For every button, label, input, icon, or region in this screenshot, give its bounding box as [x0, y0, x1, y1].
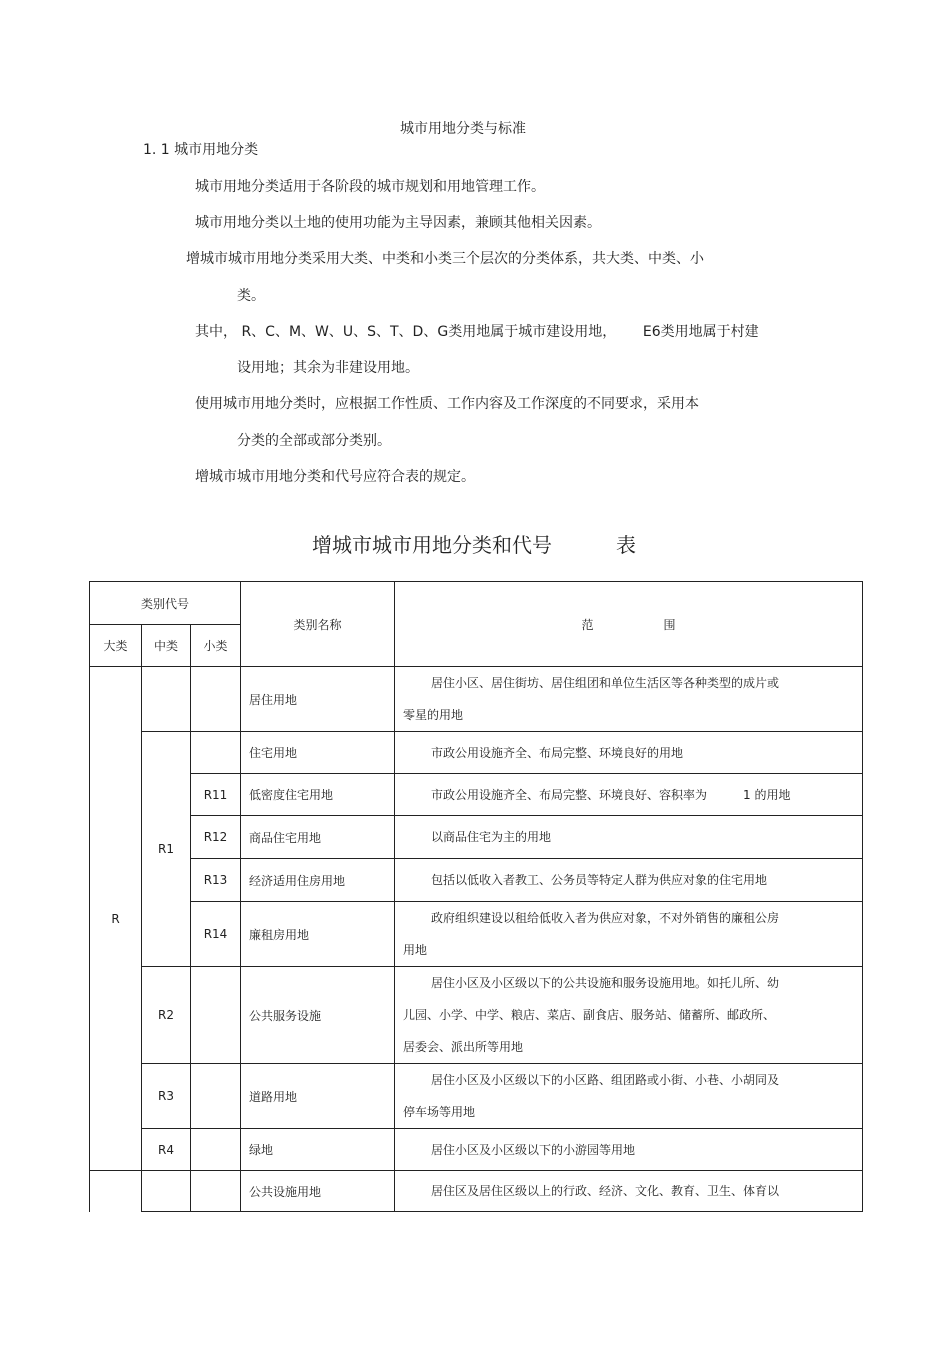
table-row — [90, 667, 863, 732]
scope-line: 以商品住宅为主的用地 — [431, 830, 552, 844]
name-cell: 低密度住宅用地 — [241, 774, 395, 816]
minor-cell — [191, 667, 241, 732]
paragraph-scope: 城市用地分类适用于各阶段的城市规划和用地管理工作。 — [195, 179, 545, 195]
scope-cell — [395, 667, 863, 732]
table-row — [90, 774, 863, 816]
medium-cell-r1: R1 — [142, 732, 191, 967]
scope-cell — [395, 1171, 863, 1212]
scope-line: 市政公用设施齐全、布局完整、环境良好、容积率为 — [431, 787, 708, 802]
scope-cell — [395, 732, 863, 774]
paragraph-system-line2: 类。 — [237, 288, 265, 304]
table-header-row — [90, 582, 863, 625]
minor-cell: R11 — [191, 774, 241, 816]
header-scope-b: 围 — [663, 617, 676, 632]
scope-line: 居住区及居住区级以上的行政、经济、文化、教育、卫生、体育以 — [431, 1184, 780, 1198]
paragraph-usage-line2: 分类的全部或部分类别。 — [237, 433, 391, 449]
scope-line: 居住小区、居住街坊、居住组团和单位生活区等各种类型的成片或 — [431, 676, 780, 690]
major-cell-r: R — [90, 667, 142, 1171]
minor-cell — [191, 1171, 241, 1212]
header-minor: 小类 — [191, 625, 241, 667]
name-cell: 商品住宅用地 — [241, 816, 395, 859]
table-row — [90, 902, 863, 967]
paragraph-types-line2: 设用地；其余为非建设用地。 — [237, 360, 419, 376]
scope-cell — [395, 1129, 863, 1171]
scope-line: 包括以低收入者教工、公务员等特定人群为供应对象的住宅用地 — [431, 873, 768, 887]
table-row — [90, 732, 863, 774]
header-name: 类别名称 — [241, 582, 395, 667]
table-row — [90, 967, 863, 1064]
table-row — [90, 1064, 863, 1129]
name-cell: 居住用地 — [241, 667, 395, 732]
scope-line: 用地 — [403, 943, 428, 957]
table-row — [90, 859, 863, 902]
table-title: 增城市城市用地分类和代号 — [312, 533, 552, 557]
minor-cell — [191, 1064, 241, 1129]
name-cell: 公共设施用地 — [241, 1171, 395, 1212]
land-use-table — [89, 581, 863, 1212]
minor-cell — [191, 1129, 241, 1171]
paragraph-types-line1: 其中， R、C、M、W、U、S、T、D、G类用地属于城市建设用地， E6类用地属于村建 — [195, 324, 759, 340]
header-scope-a: 范 — [581, 617, 594, 632]
table-row — [90, 1171, 863, 1212]
header-code: 类别代号 — [90, 582, 241, 625]
paragraph-rule: 增城市城市用地分类和代号应符合表的规定。 — [195, 469, 475, 485]
medium-cell: R2 — [142, 967, 191, 1064]
scope-number: 1 的用地 — [743, 787, 791, 802]
paragraph-system-line1: 增城市城市用地分类采用大类、中类和小类三个层次的分类体系，共大类、中类、小 — [186, 251, 704, 267]
major-cell — [90, 1171, 142, 1212]
medium-cell: R3 — [142, 1064, 191, 1129]
page-title: 城市用地分类与标准 — [400, 121, 526, 137]
name-cell: 廉租房用地 — [241, 902, 395, 967]
name-cell: 住宅用地 — [241, 732, 395, 774]
medium-cell: R4 — [142, 1129, 191, 1171]
section-heading: 1. 1 城市用地分类 — [143, 142, 259, 158]
minor-cell: R14 — [191, 902, 241, 967]
paragraph-principle: 城市用地分类以土地的使用功能为主导因素，兼顾其他相关因素。 — [195, 215, 601, 231]
medium-cell — [142, 667, 191, 732]
name-cell: 绿地 — [241, 1129, 395, 1171]
scope-line: 居住小区及小区级以下的小游园等用地 — [431, 1142, 636, 1157]
minor-cell — [191, 732, 241, 774]
name-cell: 公共服务设施 — [241, 967, 395, 1064]
header-major: 大类 — [90, 625, 142, 667]
scope-cell — [395, 902, 863, 967]
scope-line: 居委会、派出所等用地 — [403, 1040, 524, 1054]
medium-cell — [142, 1171, 191, 1212]
minor-cell: R12 — [191, 816, 241, 859]
scope-line: 儿园、小学、中学、粮店、菜店、副食店、服务站、储蓄所、邮政所、 — [403, 1008, 776, 1022]
scope-line: 市政公用设施齐全、布局完整、环境良好的用地 — [431, 745, 684, 760]
scope-line: 居住小区及小区级以下的公共设施和服务设施用地。如托儿所、幼 — [431, 976, 780, 990]
header-medium: 中类 — [142, 625, 191, 667]
scope-cell — [395, 816, 863, 859]
scope-line: 政府组织建设以租给低收入者为供应对象，不对外销售的廉租公房 — [431, 911, 780, 925]
table-row — [90, 816, 863, 859]
scope-line: 零星的用地 — [403, 708, 464, 722]
scope-cell — [395, 859, 863, 902]
name-cell: 经济适用住房用地 — [241, 859, 395, 902]
minor-cell — [191, 967, 241, 1064]
scope-cell — [395, 1064, 863, 1129]
scope-line: 停车场等用地 — [403, 1105, 476, 1119]
name-cell: 道路用地 — [241, 1064, 395, 1129]
scope-cell — [395, 967, 863, 1064]
paragraph-usage-line1: 使用城市用地分类时，应根据工作性质、工作内容及工作深度的不同要求，采用本 — [195, 396, 699, 412]
scope-cell — [395, 774, 863, 816]
table-title-suffix: 表 — [616, 533, 636, 557]
scope-line: 居住小区及小区级以下的小区路、组团路或小街、小巷、小胡同及 — [431, 1073, 780, 1087]
minor-cell: R13 — [191, 859, 241, 902]
table-row — [90, 1129, 863, 1171]
header-scope — [395, 582, 863, 667]
